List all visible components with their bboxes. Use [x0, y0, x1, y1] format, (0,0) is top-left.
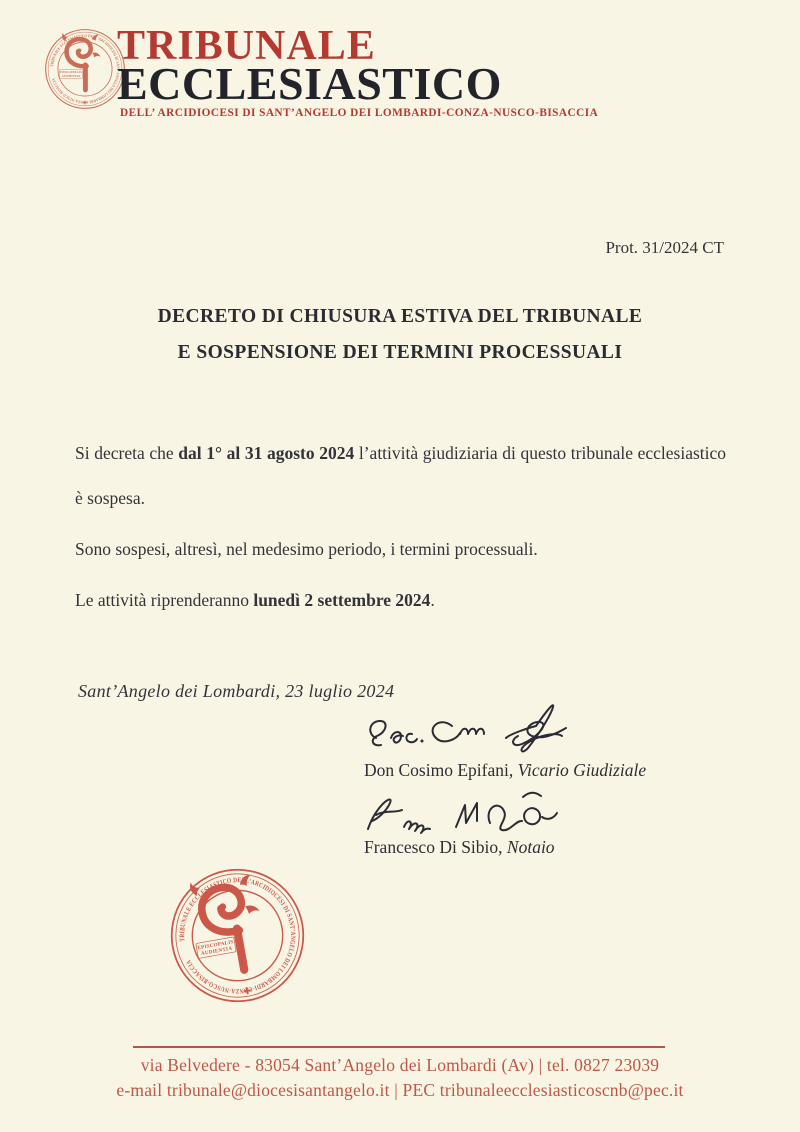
signature-block-notaio [360, 789, 560, 858]
paragraph-1-pre: Si decreta che [75, 443, 179, 463]
footer-contacts [0, 1053, 800, 1103]
letterhead-text [117, 23, 737, 119]
letterhead-subtitle: DELL’ ARCIDIOCESI DI SANT’ANGELO DEI LOMBARDI-CONZA-NUSCO-BISACCIA [120, 107, 599, 119]
paragraph-3-bold-date: lunedì 2 settembre 2024 [253, 590, 431, 610]
letterhead [0, 0, 800, 130]
signature-scribble-di-sibio [360, 789, 560, 839]
decree-title-line2: E SOSPENSIONE DEI TERMINI PROCESSUALI [177, 342, 623, 363]
decree-paragraph-2: Sono sospesi, altresì, nel medesimo periodo, i termini processuali. [75, 539, 538, 559]
place-date-line: Sant’Angelo dei Lombardi, 23 luglio 2024 [78, 681, 395, 701]
decree-title [0, 306, 800, 364]
decree-paragraph-1 [75, 431, 726, 521]
paragraph-1-post: l’attività giudiziaria di questo tribunale ecclesiastico è sospesa. [75, 443, 727, 508]
signatory-name-line [364, 760, 646, 781]
letterhead-title-line1: TRIBUNALE [117, 23, 376, 69]
protocol-number: Prot. 31/2024 CT [605, 238, 724, 257]
footer-divider [133, 1046, 665, 1048]
signatory-role: Vicario Giudiziale [517, 760, 647, 780]
decree-title-line1: DECRETO DI CHIUSURA ESTIVA DEL TRIBUNALE [157, 306, 643, 327]
signature-scribble-epifani [360, 698, 570, 762]
signatory-role: Notaio [506, 837, 555, 857]
footer-email-pec: e-mail tribunale@diocesisantangelo.it | PEC tribunaleecclesiasticoscnb@pec.it [116, 1080, 684, 1100]
decree-paragraph-3 [75, 578, 726, 623]
paragraph-3-post: . [430, 590, 435, 610]
paragraph-3-pre: Le attività riprenderanno [75, 590, 254, 610]
signatory-name: Don Cosimo Epifani, [364, 760, 514, 780]
letterhead-title-line2: ECCLESIASTICO [117, 58, 502, 109]
paragraph-1-bold-dates: dal 1° al 31 agosto 2024 [178, 443, 355, 463]
footer-address-phone: via Belvedere - 83054 Sant’Angelo dei Lombardi (Av) | tel. 0827 23039 [140, 1055, 660, 1075]
tribunal-seal-logo [44, 26, 126, 112]
signatory-name-line [364, 837, 560, 858]
decree-body [75, 431, 726, 623]
signature-block-vicario [360, 698, 646, 781]
signatory-name: Francesco Di Sibio, [364, 837, 503, 857]
tribunal-stamp [158, 856, 317, 1015]
